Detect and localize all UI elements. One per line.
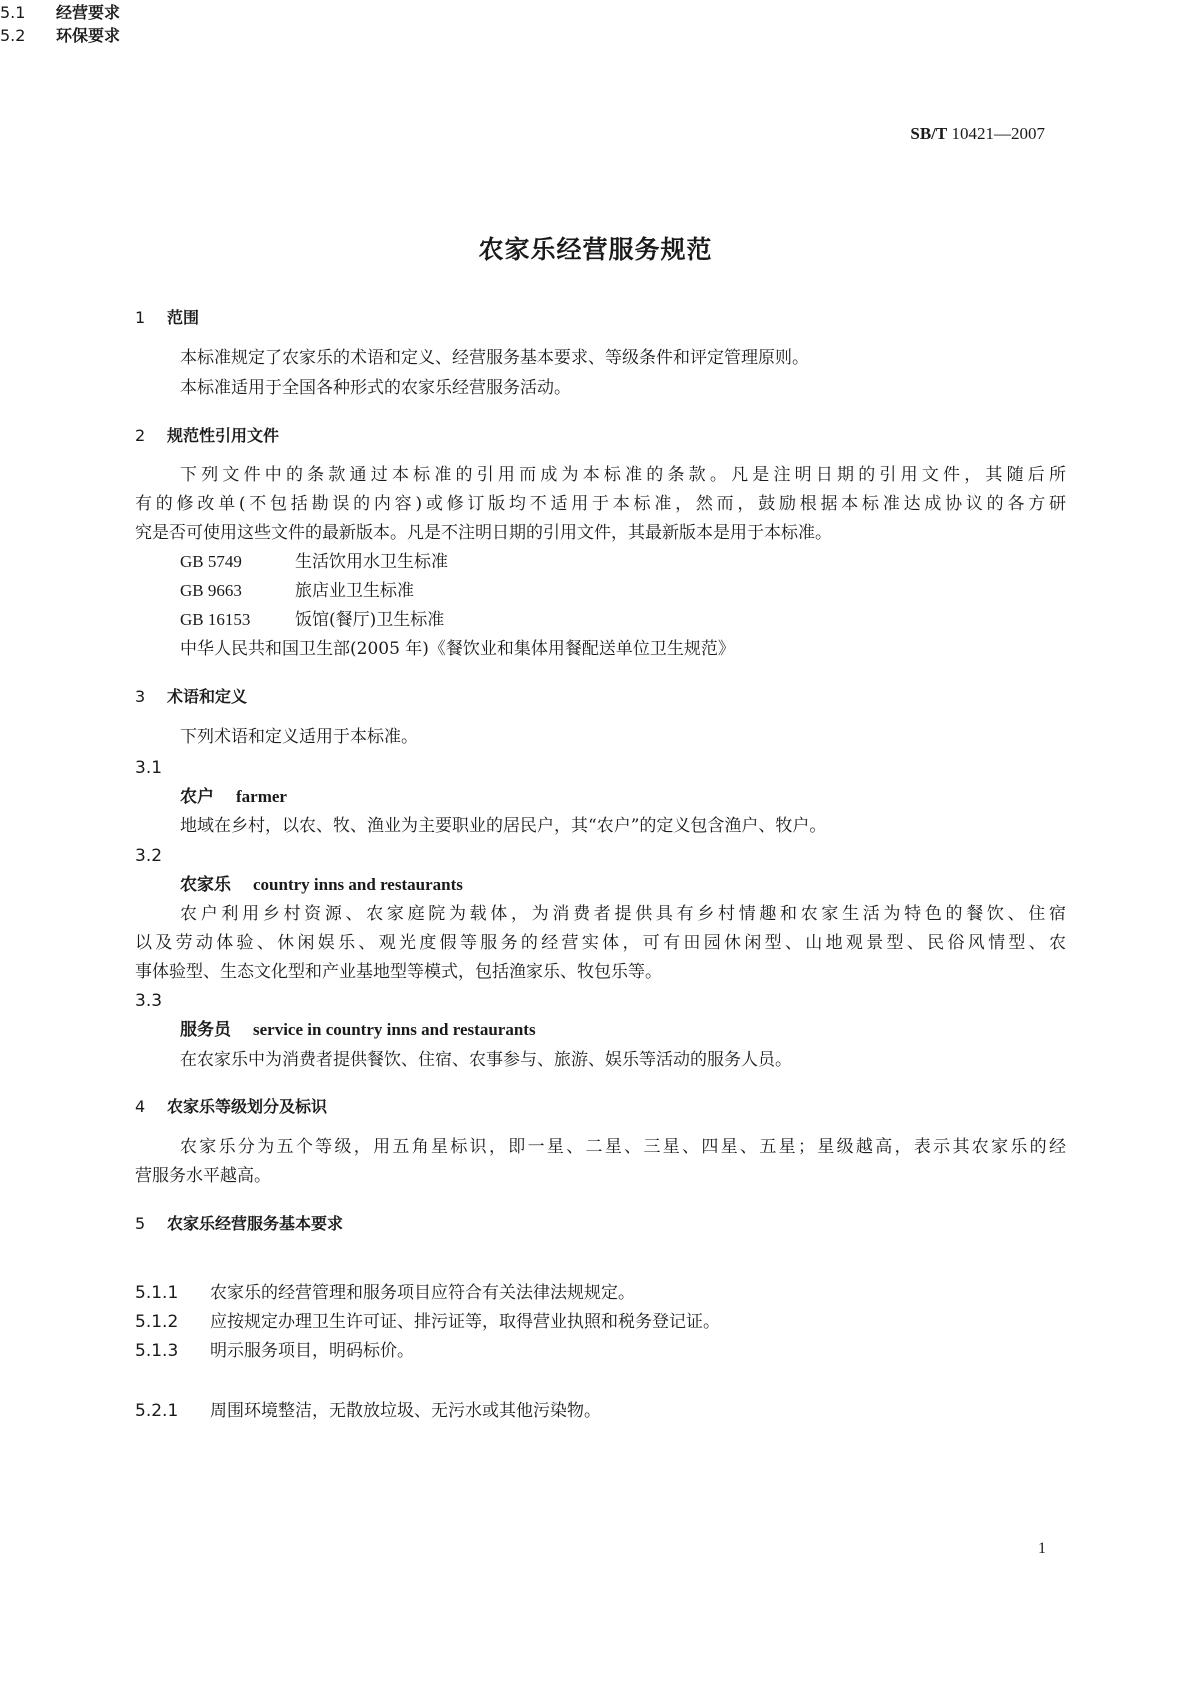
- standard-code: [910, 124, 1045, 144]
- subsection-number: 5.2: [0, 26, 26, 45]
- term-number: 3.2: [135, 846, 163, 866]
- term-definition: 地域在乡村，以农、牧、渔业为主要职业的居民户，其“农户”的定义包含渔户、牧户。: [180, 816, 827, 836]
- standard-code-prefix: SB/T: [910, 124, 948, 143]
- clause-number: 5.1.3: [135, 1341, 179, 1361]
- paragraph-line: 究是否可使用这些文件的最新版本。凡是不注明日期的引用文件，其最新版本是用于本标准。: [135, 523, 832, 543]
- section-3-heading: [135, 684, 247, 707]
- section-number: 2: [135, 426, 146, 445]
- subsection-title: 环保要求: [56, 26, 121, 45]
- term-chinese: 农户: [180, 787, 214, 807]
- reference-item: 中华人民共和国卫生部(2005 年)《餐饮业和集体用餐配送单位卫生规范》: [180, 639, 735, 659]
- clause-text: 应按规定办理卫生许可证、排污证等，取得营业执照和税务登记证。: [210, 1312, 720, 1332]
- section-title: 范围: [167, 308, 200, 327]
- clause-number: 5.1.1: [135, 1283, 179, 1303]
- reference-code: GB 9663: [180, 581, 242, 600]
- reference-item: [180, 552, 448, 572]
- section-4-heading: [135, 1094, 327, 1117]
- subsection-heading: [0, 0, 1191, 23]
- reference-code: GB 5749: [180, 552, 242, 571]
- term-definition-line: 以及劳动体验、休闲娱乐、观光度假等服务的经营实体，可有田园休闲型、山地观景型、民俗风情型、农: [135, 933, 1066, 953]
- reference-item: [180, 610, 444, 630]
- page-number: 1: [1038, 1540, 1046, 1557]
- term-chinese: 农家乐: [180, 875, 231, 895]
- section-number: 3: [135, 687, 146, 706]
- section-5-heading: [135, 1211, 343, 1234]
- term-definition: 在农家乐中为消费者提供餐饮、住宿、农事参与、旅游、娱乐等活动的服务人员。: [180, 1050, 792, 1070]
- term-chinese: 服务员: [180, 1020, 231, 1040]
- section-number: 4: [135, 1097, 146, 1116]
- reference-code: GB 16153: [180, 610, 251, 629]
- section-title: 农家乐经营服务基本要求: [167, 1214, 344, 1233]
- reference-title: 饭馆(餐厅)卫生标准: [295, 610, 445, 630]
- term-number: 3.3: [135, 991, 163, 1011]
- term-definition-line: 农户利用乡村资源、农家庭院为载体，为消费者提供具有乡村情趣和农家生活为特色的餐饮、住宿: [180, 904, 1066, 924]
- section-title: 术语和定义: [167, 687, 248, 706]
- subsection-number: 5.1: [0, 3, 26, 22]
- term-english: farmer: [236, 787, 287, 806]
- section-number: 1: [135, 308, 146, 327]
- document-title: 农家乐经营服务规范: [478, 235, 713, 264]
- paragraph-line: 下列文件中的条款通过本标准的引用而成为本标准的条款。凡是注明日期的引用文件，其随后所: [180, 465, 1066, 485]
- paragraph: 本标准适用于全国各种形式的农家乐经营服务活动。: [180, 378, 571, 398]
- clause: [135, 1341, 414, 1361]
- standard-code-number: 10421—2007: [947, 124, 1045, 143]
- term-entry: [180, 787, 287, 807]
- term-english: service in country inns and restaurants: [253, 1020, 536, 1039]
- clause-number: 5.1.2: [135, 1312, 179, 1332]
- clause: [135, 1283, 635, 1303]
- clause: [135, 1312, 720, 1332]
- reference-item: [180, 581, 414, 601]
- subsection-heading: [0, 23, 1191, 46]
- reference-title: 生活饮用水卫生标准: [295, 552, 448, 572]
- paragraph-line: 农家乐分为五个等级，用五角星标识，即一星、二星、三星、四星、五星；星级越高，表示其农家乐的经: [180, 1137, 1066, 1157]
- reference-title: 旅店业卫生标准: [295, 581, 414, 601]
- section-2-heading: [135, 423, 279, 446]
- paragraph-line: 有的修改单(不包括勘误的内容)或修订版均不适用于本标准，然而，鼓励根据本标准达成协议的各方研: [135, 494, 1066, 514]
- clause-text: 周围环境整洁，无散放垃圾、无污水或其他污染物。: [210, 1401, 601, 1421]
- paragraph: 本标准规定了农家乐的术语和定义、经营服务基本要求、等级条件和评定管理原则。: [180, 348, 809, 368]
- section-title: 农家乐等级划分及标识: [167, 1097, 328, 1116]
- term-entry: [180, 1020, 536, 1040]
- section-title: 规范性引用文件: [167, 426, 280, 445]
- subsection-title: 经营要求: [56, 3, 121, 22]
- term-entry: [180, 875, 463, 895]
- section-1-heading: [135, 305, 199, 328]
- term-definition-line: 事体验型、生态文化型和产业基地型等模式，包括渔家乐、牧包乐等。: [135, 962, 662, 982]
- clause-text: 明示服务项目，明码标价。: [210, 1341, 414, 1361]
- paragraph-line: 营服务水平越高。: [135, 1166, 271, 1186]
- clause: [135, 1401, 601, 1421]
- term-number: 3.1: [135, 758, 163, 778]
- paragraph: 下列术语和定义适用于本标准。: [180, 727, 418, 747]
- clause-text: 农家乐的经营管理和服务项目应符合有关法律法规规定。: [210, 1283, 635, 1303]
- section-number: 5: [135, 1214, 146, 1233]
- clause-number: 5.2.1: [135, 1401, 179, 1421]
- term-english: country inns and restaurants: [253, 875, 463, 894]
